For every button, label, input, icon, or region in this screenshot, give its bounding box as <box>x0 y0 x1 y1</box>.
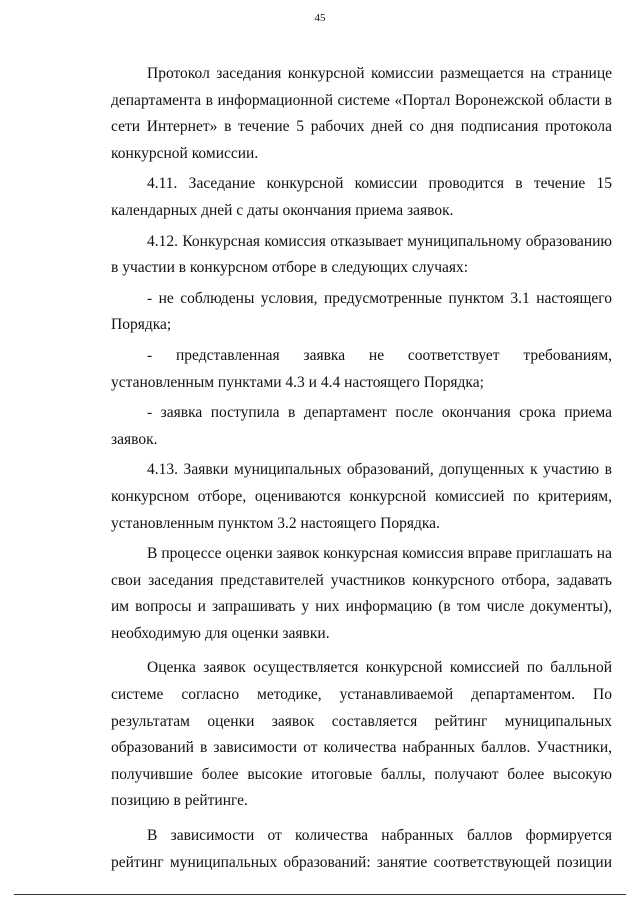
paragraph-protocol-publication: Протокол заседания конкурсной комиссии размещается на странице департамента в информационной системе «Портал Воронежской области в сети Интернет» в течение 5 рабочих дней со дня подписания протокола конкурсной комиссии. <box>111 65 612 162</box>
paragraph-rating: В зависимости от количества набранных баллов формируется рейтинг муниципальных образований: занятие соответствующей позиции <box>111 827 612 871</box>
bottom-divider <box>14 894 626 895</box>
document-body <box>111 61 612 876</box>
list-item-requirements: - представленная заявка не соответствует требованиям, установленным пунктами 4.3 и 4.4 настоящего Порядка; <box>111 346 612 391</box>
paragraph-4-12: 4.12. Конкурсная комиссия отказывает муниципальному образованию в участии в конкурсном отборе в следующих случаях: <box>111 232 612 277</box>
paragraph-evaluation-process: В процессе оценки заявок конкурсная комиссия вправе приглашать на свои заседания представителей участников конкурсного отбора, задавать им вопросы и запрашивать у них информацию (в том числе документы), необходимую для оценки заявки. <box>111 545 612 642</box>
paragraph-scoring: Оценка заявок осуществляется конкурсной комиссией по балльной системе согласно методике, устанавливаемой департаментом. По результатам оценки заявок составляется рейтинг муниципальных образований в зависимости от количества набранных баллов. Участники, получившие более высокие итоговые баллы, получают более высокую позицию в рейтинге. <box>111 659 612 810</box>
paragraph-4-11: 4.11. Заседание конкурсной комиссии проводится в течение 15 календарных дней с даты окончания приема заявок. <box>111 175 612 219</box>
paragraph-4-13: 4.13. Заявки муниципальных образований, допущенных к участию в конкурсном отборе, оцениваются конкурсной комиссией по критериям, установленным пунктом 3.2 настоящего Порядка. <box>111 461 612 532</box>
page-number: 45 <box>314 12 326 24</box>
list-item-conditions: - не соблюдены условия, предусмотренные пунктом 3.1 настоящего Порядка; <box>111 289 612 334</box>
list-item-late-submission: - заявка поступила в департамент после окончания срока приема заявок. <box>111 404 612 448</box>
